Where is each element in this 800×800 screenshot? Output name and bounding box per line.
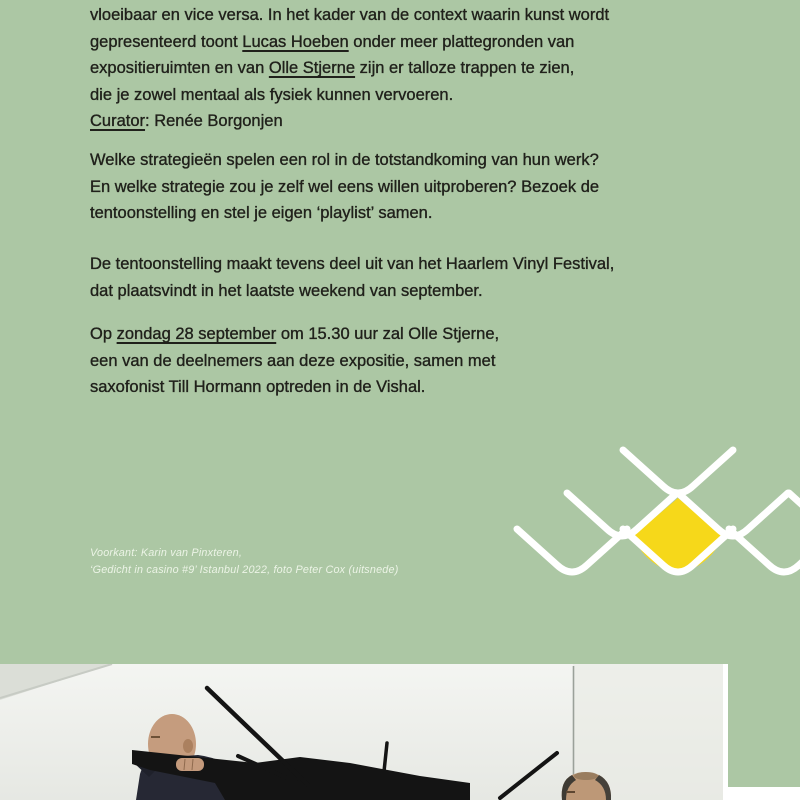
paragraph-festival xyxy=(90,251,720,304)
text-line xyxy=(90,108,720,135)
caption-line-1: Voorkant: Karin van Pinxteren, xyxy=(90,547,243,559)
underlined-text: Olle Stjerne xyxy=(268,59,356,78)
paragraph-intro xyxy=(90,2,720,135)
text-line xyxy=(90,278,720,305)
text-line xyxy=(90,251,720,278)
text-line xyxy=(90,55,720,82)
underlined-text: zondag 28 september xyxy=(116,325,277,343)
text-segment: : Renée Borgonjen xyxy=(145,112,283,131)
gallery-photo xyxy=(0,664,723,800)
underlined-text: Lucas Hoeben xyxy=(242,32,349,51)
yellow-diamond xyxy=(633,498,723,572)
text-line xyxy=(90,174,720,201)
paragraph-performance xyxy=(90,321,720,401)
underlined-text: Curator xyxy=(90,112,146,131)
text-segment: expositieruimten en van xyxy=(90,59,269,78)
wave-diamond-motif xyxy=(480,428,800,605)
text-line xyxy=(90,321,720,348)
text-segment: om 15.30 uur zal Olle Stjerne, xyxy=(276,325,500,343)
text-segment: een van de deelnemers aan deze expositie, samen met xyxy=(90,351,496,370)
text-segment: vloeibaar en vice versa. In het kader van de context waarin kunst wordt xyxy=(90,6,610,24)
text-segment: die je zowel mentaal als fysiek kunnen vervoeren. xyxy=(90,85,454,104)
paragraph-strategies xyxy=(90,147,720,227)
text-line xyxy=(90,147,720,174)
text-line xyxy=(90,374,720,401)
text-segment: gepresenteerd toont xyxy=(90,32,243,51)
text-line xyxy=(90,200,720,227)
text-segment: dat plaatsvindt in het laatste weekend van september. xyxy=(90,281,483,300)
text-segment: De tentoonstelling maakt tevens deel uit van het Haarlem Vinyl Festival, xyxy=(90,255,615,273)
right-man-brow xyxy=(566,791,575,793)
text-segment: saxofonist Till Hormann optreden in de Vishal. xyxy=(90,378,426,397)
photo-right-margin xyxy=(723,664,728,787)
right-man-crown xyxy=(574,772,598,780)
text-segment: onder meer plattegronden van xyxy=(348,32,575,51)
text-line xyxy=(90,348,720,375)
text-line xyxy=(90,29,720,56)
left-man-hand xyxy=(176,758,204,771)
left-man-eye xyxy=(151,736,160,738)
text-segment: zijn er talloze trappen te zien, xyxy=(355,59,575,78)
text-segment: Welke strategieën spelen een rol in de totstandkoming van hun werk? xyxy=(90,151,599,169)
text-line xyxy=(90,2,720,29)
caption-line-2: ‘Gedicht in casino #9’ Istanbul 2022, foto Peter Cox (uitsnede) xyxy=(90,564,399,576)
left-man-ear xyxy=(183,739,193,753)
text-segment: Op xyxy=(90,325,117,343)
text-segment: tentoonstelling en stel je eigen ‘playlist’ samen. xyxy=(90,204,433,223)
text-line xyxy=(90,82,720,109)
photo-credit-caption xyxy=(90,545,399,579)
text-segment: En welke strategie zou je zelf wel eens willen uitproberen? Bezoek de xyxy=(90,177,600,196)
